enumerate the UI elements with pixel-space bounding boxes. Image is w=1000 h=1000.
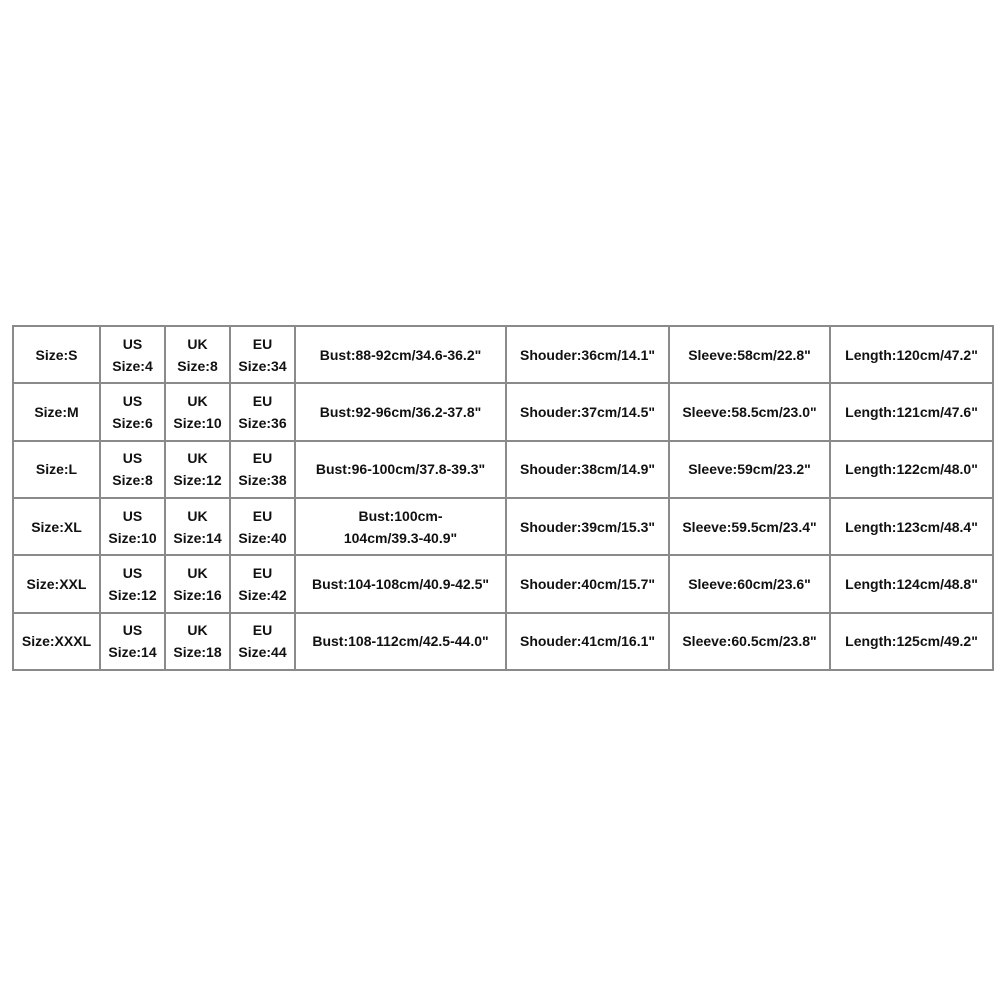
sleeve-cell: Sleeve:58cm/22.8" — [669, 326, 830, 383]
eu-size-cell-line: EU — [252, 450, 273, 467]
us-size-cell — [100, 326, 165, 383]
us-size-cell-line: Size:8 — [112, 472, 153, 489]
bust-cell-line: Bust:88-92cm/34.6-36.2" — [319, 346, 482, 363]
uk-size-cell-line: Size:14 — [173, 529, 222, 546]
uk-size-cell-line: Size:18 — [173, 644, 222, 661]
size-cell: Size:L — [13, 441, 100, 498]
sleeve-cell: Sleeve:58.5cm/23.0" — [669, 383, 830, 440]
us-size-cell-line: Size:6 — [112, 414, 153, 431]
table-row — [13, 613, 993, 670]
us-size-cell — [100, 498, 165, 555]
length-cell: Length:125cm/49.2" — [830, 613, 993, 670]
table-row — [13, 326, 993, 383]
uk-size-cell-line: UK — [187, 622, 208, 639]
us-size-cell — [100, 383, 165, 440]
us-size-cell-line: US — [122, 450, 143, 467]
uk-size-cell — [165, 326, 230, 383]
uk-size-cell-line: UK — [187, 507, 208, 524]
us-size-cell-line: US — [122, 622, 143, 639]
bust-cell — [295, 498, 506, 555]
eu-size-cell-line: EU — [252, 622, 273, 639]
bust-cell — [295, 555, 506, 612]
eu-size-cell-line: Size:36 — [238, 414, 287, 431]
shoulder-cell: Shouder:36cm/14.1" — [506, 326, 669, 383]
us-size-cell-line: US — [122, 507, 143, 524]
bust-cell — [295, 326, 506, 383]
size-cell: Size:XXL — [13, 555, 100, 612]
shoulder-cell: Shouder:41cm/16.1" — [506, 613, 669, 670]
bust-cell-line: 104cm/39.3-40.9" — [343, 529, 458, 546]
size-cell: Size:M — [13, 383, 100, 440]
uk-size-cell — [165, 555, 230, 612]
uk-size-cell-line: UK — [187, 392, 208, 409]
shoulder-cell: Shouder:40cm/15.7" — [506, 555, 669, 612]
uk-size-cell-line: Size:8 — [177, 357, 218, 374]
length-cell: Length:124cm/48.8" — [830, 555, 993, 612]
eu-size-cell — [230, 555, 295, 612]
eu-size-cell — [230, 498, 295, 555]
us-size-cell-line: US — [122, 564, 143, 581]
us-size-cell — [100, 441, 165, 498]
length-cell: Length:120cm/47.2" — [830, 326, 993, 383]
sleeve-cell: Sleeve:60.5cm/23.8" — [669, 613, 830, 670]
eu-size-cell — [230, 441, 295, 498]
bust-cell-line: Bust:108-112cm/42.5-44.0" — [312, 633, 489, 650]
eu-size-cell-line: EU — [252, 335, 273, 352]
uk-size-cell — [165, 383, 230, 440]
length-cell: Length:122cm/48.0" — [830, 441, 993, 498]
sleeve-cell: Sleeve:60cm/23.6" — [669, 555, 830, 612]
bust-cell-line: Bust:100cm- — [358, 507, 443, 524]
shoulder-cell: Shouder:39cm/15.3" — [506, 498, 669, 555]
us-size-cell-line: US — [122, 392, 143, 409]
bust-cell-line: Bust:92-96cm/36.2-37.8" — [319, 403, 482, 420]
eu-size-cell-line: Size:40 — [238, 529, 287, 546]
us-size-cell-line: Size:10 — [108, 529, 157, 546]
size-cell: Size:S — [13, 326, 100, 383]
bust-cell — [295, 613, 506, 670]
uk-size-cell — [165, 498, 230, 555]
eu-size-cell — [230, 613, 295, 670]
length-cell: Length:123cm/48.4" — [830, 498, 993, 555]
eu-size-cell-line: Size:42 — [238, 586, 287, 603]
bust-cell-line: Bust:96-100cm/37.8-39.3" — [315, 461, 486, 478]
us-size-cell-line: Size:12 — [108, 586, 157, 603]
us-size-cell-line: Size:14 — [108, 644, 157, 661]
uk-size-cell-line: UK — [187, 335, 208, 352]
uk-size-cell-line: Size:12 — [173, 472, 222, 489]
us-size-cell — [100, 555, 165, 612]
eu-size-cell — [230, 383, 295, 440]
table-row — [13, 383, 993, 440]
size-chart-table — [12, 325, 994, 671]
uk-size-cell — [165, 613, 230, 670]
bust-cell — [295, 441, 506, 498]
sleeve-cell: Sleeve:59cm/23.2" — [669, 441, 830, 498]
eu-size-cell-line: EU — [252, 564, 273, 581]
eu-size-cell-line: Size:44 — [238, 644, 287, 661]
size-cell: Size:XXXL — [13, 613, 100, 670]
sleeve-cell: Sleeve:59.5cm/23.4" — [669, 498, 830, 555]
shoulder-cell: Shouder:38cm/14.9" — [506, 441, 669, 498]
size-chart — [12, 325, 992, 671]
table-row — [13, 555, 993, 612]
bust-cell-line: Bust:104-108cm/40.9-42.5" — [311, 575, 490, 592]
size-chart-body — [13, 326, 993, 670]
us-size-cell — [100, 613, 165, 670]
uk-size-cell-line: UK — [187, 450, 208, 467]
eu-size-cell-line: EU — [252, 392, 273, 409]
us-size-cell-line: US — [122, 335, 143, 352]
uk-size-cell — [165, 441, 230, 498]
size-cell: Size:XL — [13, 498, 100, 555]
uk-size-cell-line: UK — [187, 564, 208, 581]
length-cell: Length:121cm/47.6" — [830, 383, 993, 440]
eu-size-cell — [230, 326, 295, 383]
uk-size-cell-line: Size:10 — [173, 414, 222, 431]
table-row — [13, 498, 993, 555]
eu-size-cell-line: EU — [252, 507, 273, 524]
eu-size-cell-line: Size:34 — [238, 357, 287, 374]
bust-cell — [295, 383, 506, 440]
table-row — [13, 441, 993, 498]
us-size-cell-line: Size:4 — [112, 357, 153, 374]
uk-size-cell-line: Size:16 — [173, 586, 222, 603]
eu-size-cell-line: Size:38 — [238, 472, 287, 489]
shoulder-cell: Shouder:37cm/14.5" — [506, 383, 669, 440]
